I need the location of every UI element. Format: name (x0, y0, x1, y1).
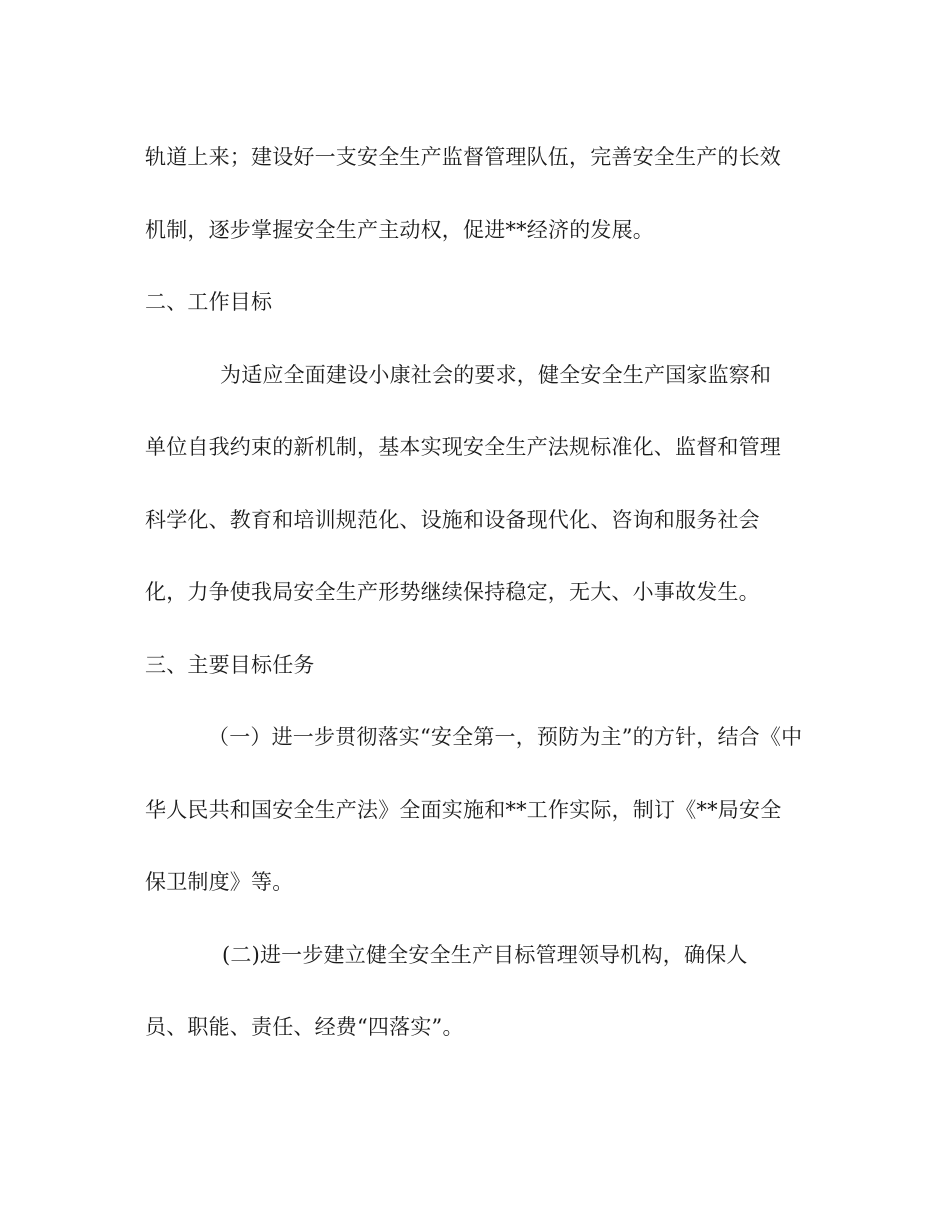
paragraph-line: 单位自我约束的新机制，基本实现安全生产法规标准化、监督和管理 (145, 435, 781, 459)
paragraph-line: （一）进一步贯彻落实“安全第一，预防为主”的方针，结合《中 (208, 725, 803, 749)
paragraph-line: 化，力争使我局安全生产形势继续保持稳定，无大、小事故发生。 (145, 580, 760, 604)
paragraph-line: 科学化、教育和培训规范化、设施和设备现代化、咨询和服务社会 (145, 508, 760, 532)
section-heading: 三、主要目标任务 (145, 653, 315, 677)
paragraph-line: 机制，逐步掌握安全生产主动权，促进**经济的发展。 (145, 218, 654, 242)
paragraph-line: 华人民共和国安全生产法》全面实施和**工作实际，制订《**局安全 (145, 798, 782, 822)
paragraph-line: 为适应全面建设小康社会的要求，健全安全生产国家监察和 (220, 363, 772, 387)
paragraph-line: 轨道上来；建设好一支安全生产监督管理队伍，完善安全生产的长效 (145, 145, 781, 169)
paragraph-line: 保卫制度》等。 (145, 870, 294, 894)
paragraph-line: 员、职能、责任、经费“四落实”。 (145, 1015, 464, 1039)
section-heading: 二、工作目标 (145, 290, 273, 314)
paragraph-line: (二)进一步建立健全安全生产目标管理领导机构，确保人 (222, 943, 748, 967)
